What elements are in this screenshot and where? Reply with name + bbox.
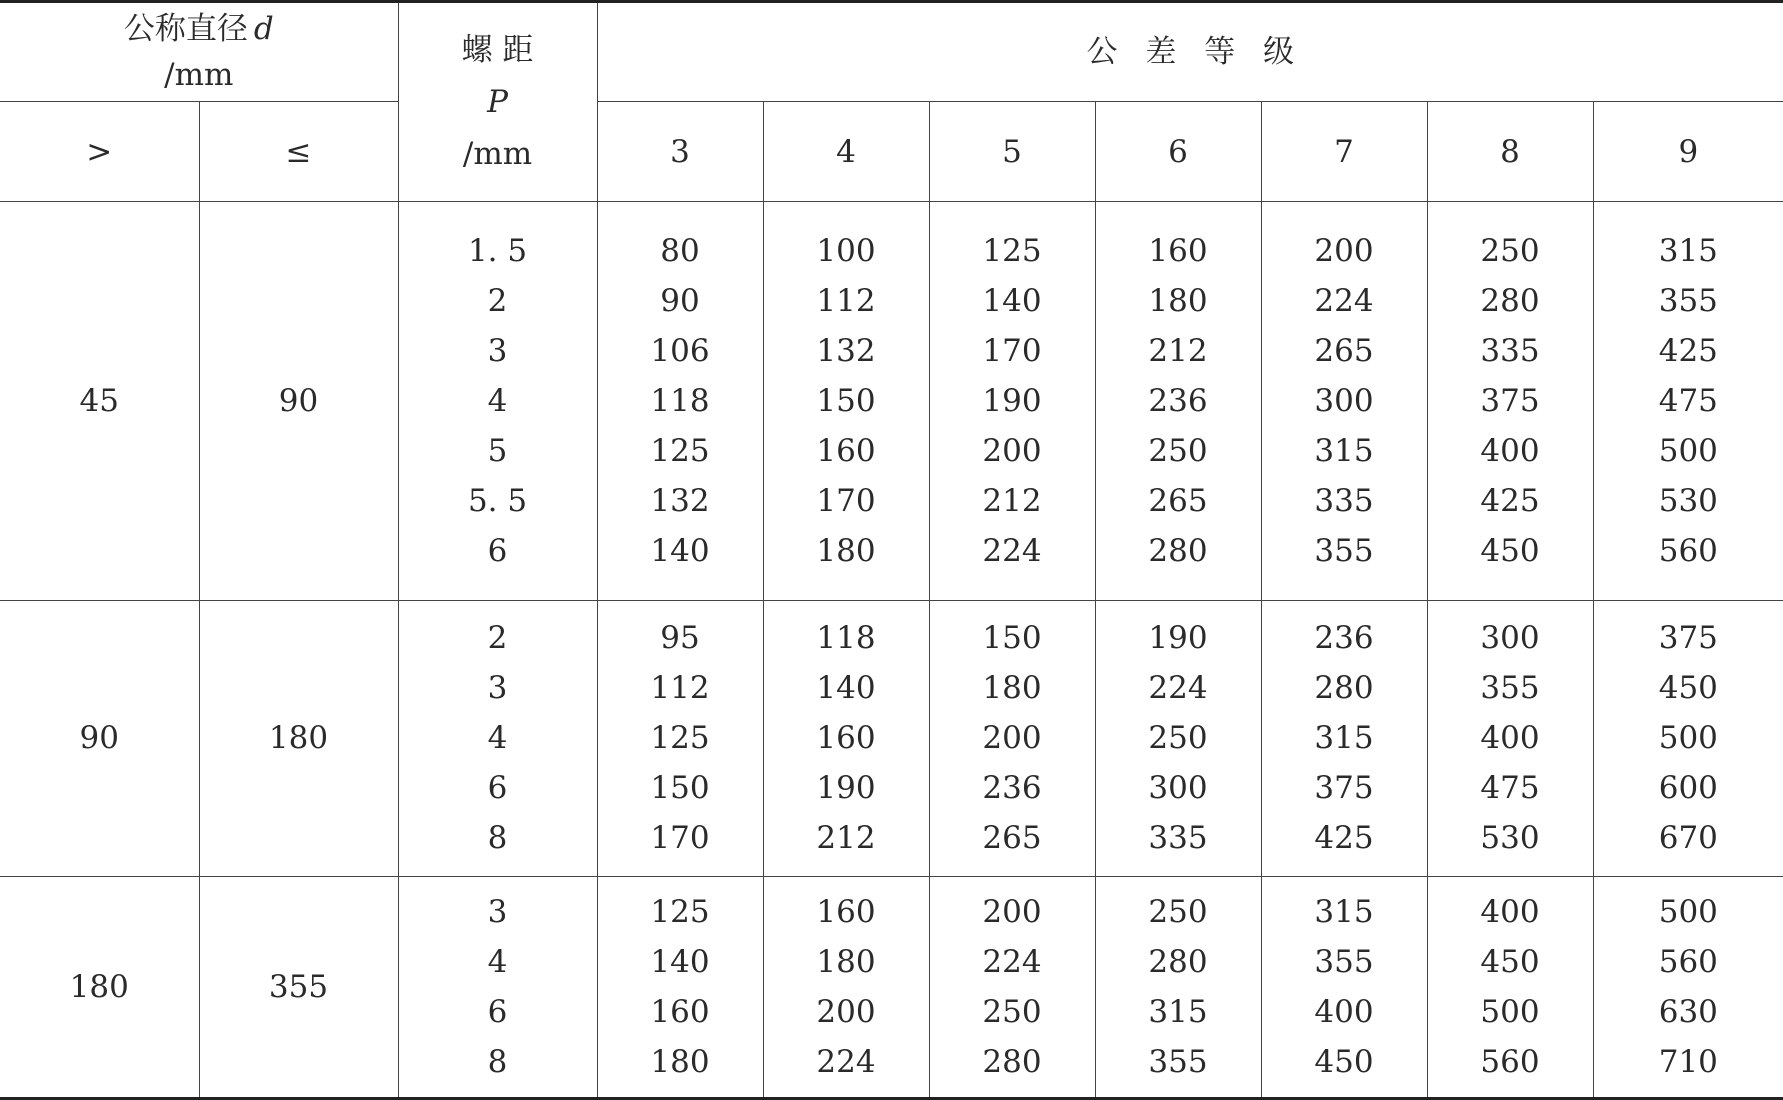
tolerance-value: 400 (1480, 893, 1540, 930)
pitch-value: 5. 5 (467, 482, 528, 519)
pitch-value: 3 (487, 670, 508, 707)
diameter-le-cell: 355 (199, 876, 398, 1098)
pitch-value: 1. 5 (467, 232, 528, 269)
pitch-cell (398, 876, 597, 1098)
tolerance-value: 315 (1314, 893, 1374, 930)
tolerance-value: 118 (816, 620, 876, 657)
tolerance-value-cell (1427, 202, 1593, 600)
tolerance-value: 450 (1658, 670, 1718, 707)
tolerance-value: 90 (660, 282, 700, 319)
tolerance-value: 200 (982, 720, 1042, 757)
pitch-value: 2 (487, 282, 508, 319)
tolerance-value: 280 (1480, 282, 1540, 319)
tolerance-value-cell (1427, 876, 1593, 1098)
grade-header: 3 (597, 102, 763, 202)
tolerance-value: 170 (650, 820, 710, 857)
tolerance-value: 400 (1314, 993, 1374, 1030)
tolerance-value: 560 (1658, 532, 1718, 569)
tolerance-value: 180 (816, 943, 876, 980)
less-equal-header: ≤ (199, 102, 398, 202)
diameter-le-cell: 90 (199, 202, 398, 600)
tolerance-value: 150 (816, 382, 876, 419)
tolerance-value: 315 (1148, 993, 1208, 1030)
header-row-2 (0, 102, 1783, 202)
tolerance-value: 600 (1658, 770, 1718, 807)
tolerance-value: 190 (1148, 620, 1208, 657)
tolerance-value: 425 (1480, 482, 1540, 519)
tolerance-value: 300 (1148, 770, 1208, 807)
tolerance-value: 224 (982, 943, 1042, 980)
pitch-value: 8 (487, 1043, 508, 1080)
tolerance-value: 355 (1658, 282, 1718, 319)
tolerance-value: 500 (1658, 893, 1718, 930)
tolerance-value: 118 (650, 382, 710, 419)
tolerance-value: 450 (1314, 1043, 1374, 1080)
pitch-value: 8 (487, 820, 508, 857)
tolerance-value: 250 (1148, 432, 1208, 469)
tolerance-value-cell (1261, 876, 1427, 1098)
tolerance-value: 190 (816, 770, 876, 807)
tolerance-value: 112 (816, 282, 876, 319)
tolerance-value: 106 (650, 332, 710, 369)
tolerance-value: 212 (1148, 332, 1208, 369)
pitch-value: 3 (487, 893, 508, 930)
tolerance-value: 160 (1148, 232, 1208, 269)
tolerance-value: 250 (982, 993, 1042, 1030)
tolerance-value: 160 (816, 720, 876, 757)
tolerance-grade-header: 公差等级 (597, 2, 1783, 102)
tolerance-value: 280 (1314, 670, 1374, 707)
tolerance-value: 355 (1148, 1043, 1208, 1080)
tolerance-value: 170 (816, 482, 876, 519)
tolerance-value-cell (763, 202, 929, 600)
tolerance-value: 200 (982, 893, 1042, 930)
tolerance-value: 265 (1148, 482, 1208, 519)
tolerance-value: 280 (982, 1043, 1042, 1080)
tolerance-value: 355 (1480, 670, 1540, 707)
tolerance-value: 80 (660, 232, 700, 269)
tolerance-value: 224 (816, 1043, 876, 1080)
tolerance-value-cell (597, 600, 763, 876)
tolerance-value-cell (763, 600, 929, 876)
tolerance-value: 500 (1658, 432, 1718, 469)
tolerance-value-cell (1095, 876, 1261, 1098)
diameter-greater-cell: 45 (0, 202, 199, 600)
tolerance-value: 180 (1148, 282, 1208, 319)
tolerance-value: 375 (1314, 770, 1374, 807)
tolerance-value: 265 (1314, 332, 1374, 369)
tolerance-value: 125 (650, 432, 710, 469)
tolerance-value-cell (1593, 876, 1783, 1098)
grade-header: 7 (1261, 102, 1427, 202)
pitch-cell (398, 202, 597, 600)
tolerance-value: 132 (816, 332, 876, 369)
tolerance-value: 670 (1658, 820, 1718, 857)
tolerance-value: 170 (982, 332, 1042, 369)
tolerance-value-cell (1095, 600, 1261, 876)
tolerance-value: 425 (1658, 332, 1718, 369)
tolerance-value: 200 (1314, 232, 1374, 269)
tolerance-value: 280 (1148, 532, 1208, 569)
tolerance-value: 425 (1314, 820, 1374, 857)
tolerance-value: 315 (1314, 432, 1374, 469)
tolerance-value: 530 (1480, 820, 1540, 857)
tolerance-value-cell (1261, 202, 1427, 600)
data-group-row (0, 202, 1783, 600)
grade-header: 4 (763, 102, 929, 202)
data-group-row (0, 876, 1783, 1098)
tolerance-value-cell (929, 202, 1095, 600)
tolerance-value: 125 (982, 232, 1042, 269)
diameter-greater-cell: 90 (0, 600, 199, 876)
pitch-value: 5 (487, 432, 508, 469)
tolerance-value-cell (1095, 202, 1261, 600)
diameter-le-cell: 180 (199, 600, 398, 876)
tolerance-value: 300 (1314, 382, 1374, 419)
pitch-value: 6 (487, 532, 508, 569)
tolerance-value: 224 (982, 532, 1042, 569)
tolerance-value: 200 (982, 432, 1042, 469)
tolerance-value-cell (929, 876, 1095, 1098)
tolerance-value-cell (929, 600, 1095, 876)
tolerance-value: 236 (982, 770, 1042, 807)
pitch-cell (398, 600, 597, 876)
tolerance-value-cell (1427, 600, 1593, 876)
tolerance-value: 132 (650, 482, 710, 519)
pitch-value: 6 (487, 770, 508, 807)
tolerance-value-cell (763, 876, 929, 1098)
tolerance-value: 355 (1314, 943, 1374, 980)
tolerance-value: 475 (1480, 770, 1540, 807)
tolerance-value: 450 (1480, 943, 1540, 980)
tolerance-value: 315 (1658, 232, 1718, 269)
tolerance-value-cell (597, 202, 763, 600)
tolerance-value: 150 (982, 620, 1042, 657)
pitch-value: 4 (487, 382, 508, 419)
nominal-diameter-unit: /mm (164, 57, 234, 94)
grade-header: 6 (1095, 102, 1261, 202)
tolerance-value: 315 (1314, 720, 1374, 757)
pitch-value: 6 (487, 993, 508, 1030)
pitch-value: 4 (487, 720, 508, 757)
tolerance-value-cell (1593, 600, 1783, 876)
tolerance-value: 95 (660, 620, 700, 657)
tolerance-value: 335 (1148, 820, 1208, 857)
tolerance-value: 100 (816, 232, 876, 269)
tolerance-value-cell (1593, 202, 1783, 600)
tolerance-value: 500 (1480, 993, 1540, 1030)
pitch-unit: /mm (462, 136, 533, 173)
tolerance-value: 180 (982, 670, 1042, 707)
tolerance-value: 212 (816, 820, 876, 857)
tolerance-value: 280 (1148, 943, 1208, 980)
tolerance-value: 265 (982, 820, 1042, 857)
nominal-diameter-symbol: d (253, 11, 274, 48)
tolerance-value-cell (597, 876, 763, 1098)
diameter-greater-cell: 180 (0, 876, 199, 1098)
tolerance-value: 560 (1658, 943, 1718, 980)
tolerance-value: 250 (1148, 720, 1208, 757)
pitch-header (398, 2, 597, 202)
tolerance-value: 375 (1480, 382, 1540, 419)
tolerance-value: 630 (1658, 993, 1718, 1030)
tolerance-value: 400 (1480, 432, 1540, 469)
tolerance-value: 140 (982, 282, 1042, 319)
tolerance-value: 224 (1314, 282, 1374, 319)
tolerance-value: 160 (816, 893, 876, 930)
pitch-value: 3 (487, 332, 508, 369)
tolerance-value: 140 (650, 532, 710, 569)
nominal-diameter-header (0, 2, 398, 102)
tolerance-value: 160 (650, 993, 710, 1030)
tolerance-value: 400 (1480, 720, 1540, 757)
header-row-1 (0, 2, 1783, 102)
grade-header: 9 (1593, 102, 1783, 202)
tolerance-value: 500 (1658, 720, 1718, 757)
pitch-value: 4 (487, 943, 508, 980)
tolerance-value: 160 (816, 432, 876, 469)
tolerance-value: 224 (1148, 670, 1208, 707)
tolerance-value: 212 (982, 482, 1042, 519)
greater-than-header: > (0, 102, 199, 202)
tolerance-value: 250 (1480, 232, 1540, 269)
tolerance-value: 450 (1480, 532, 1540, 569)
tolerance-value: 335 (1480, 332, 1540, 369)
tolerance-value: 140 (816, 670, 876, 707)
tolerance-value: 140 (650, 943, 710, 980)
tolerance-value: 250 (1148, 893, 1208, 930)
tolerance-value: 560 (1480, 1043, 1540, 1080)
tolerance-value: 112 (650, 670, 710, 707)
pitch-value: 2 (487, 620, 508, 657)
tolerance-value-cell (1261, 600, 1427, 876)
pitch-symbol: P (487, 84, 508, 121)
tolerance-value: 150 (650, 770, 710, 807)
tolerance-value: 236 (1314, 620, 1374, 657)
tolerance-value: 335 (1314, 482, 1374, 519)
tolerance-value: 375 (1658, 620, 1718, 657)
tolerance-value: 236 (1148, 382, 1208, 419)
tolerance-value: 125 (650, 720, 710, 757)
tolerance-value: 125 (650, 893, 710, 930)
tolerance-value: 300 (1480, 620, 1540, 657)
tolerance-value: 180 (816, 532, 876, 569)
pitch-label: 螺 距 (461, 32, 534, 69)
tolerance-value: 180 (650, 1043, 710, 1080)
grade-header: 5 (929, 102, 1095, 202)
grade-header: 8 (1427, 102, 1593, 202)
tolerance-value: 475 (1658, 382, 1718, 419)
data-group-row (0, 600, 1783, 876)
nominal-diameter-label: 公称直径 (123, 11, 248, 48)
tolerance-value: 355 (1314, 532, 1374, 569)
tolerance-value: 200 (816, 993, 876, 1030)
tolerance-value: 710 (1658, 1043, 1718, 1080)
tolerance-value: 530 (1658, 482, 1718, 519)
tolerance-value: 190 (982, 382, 1042, 419)
